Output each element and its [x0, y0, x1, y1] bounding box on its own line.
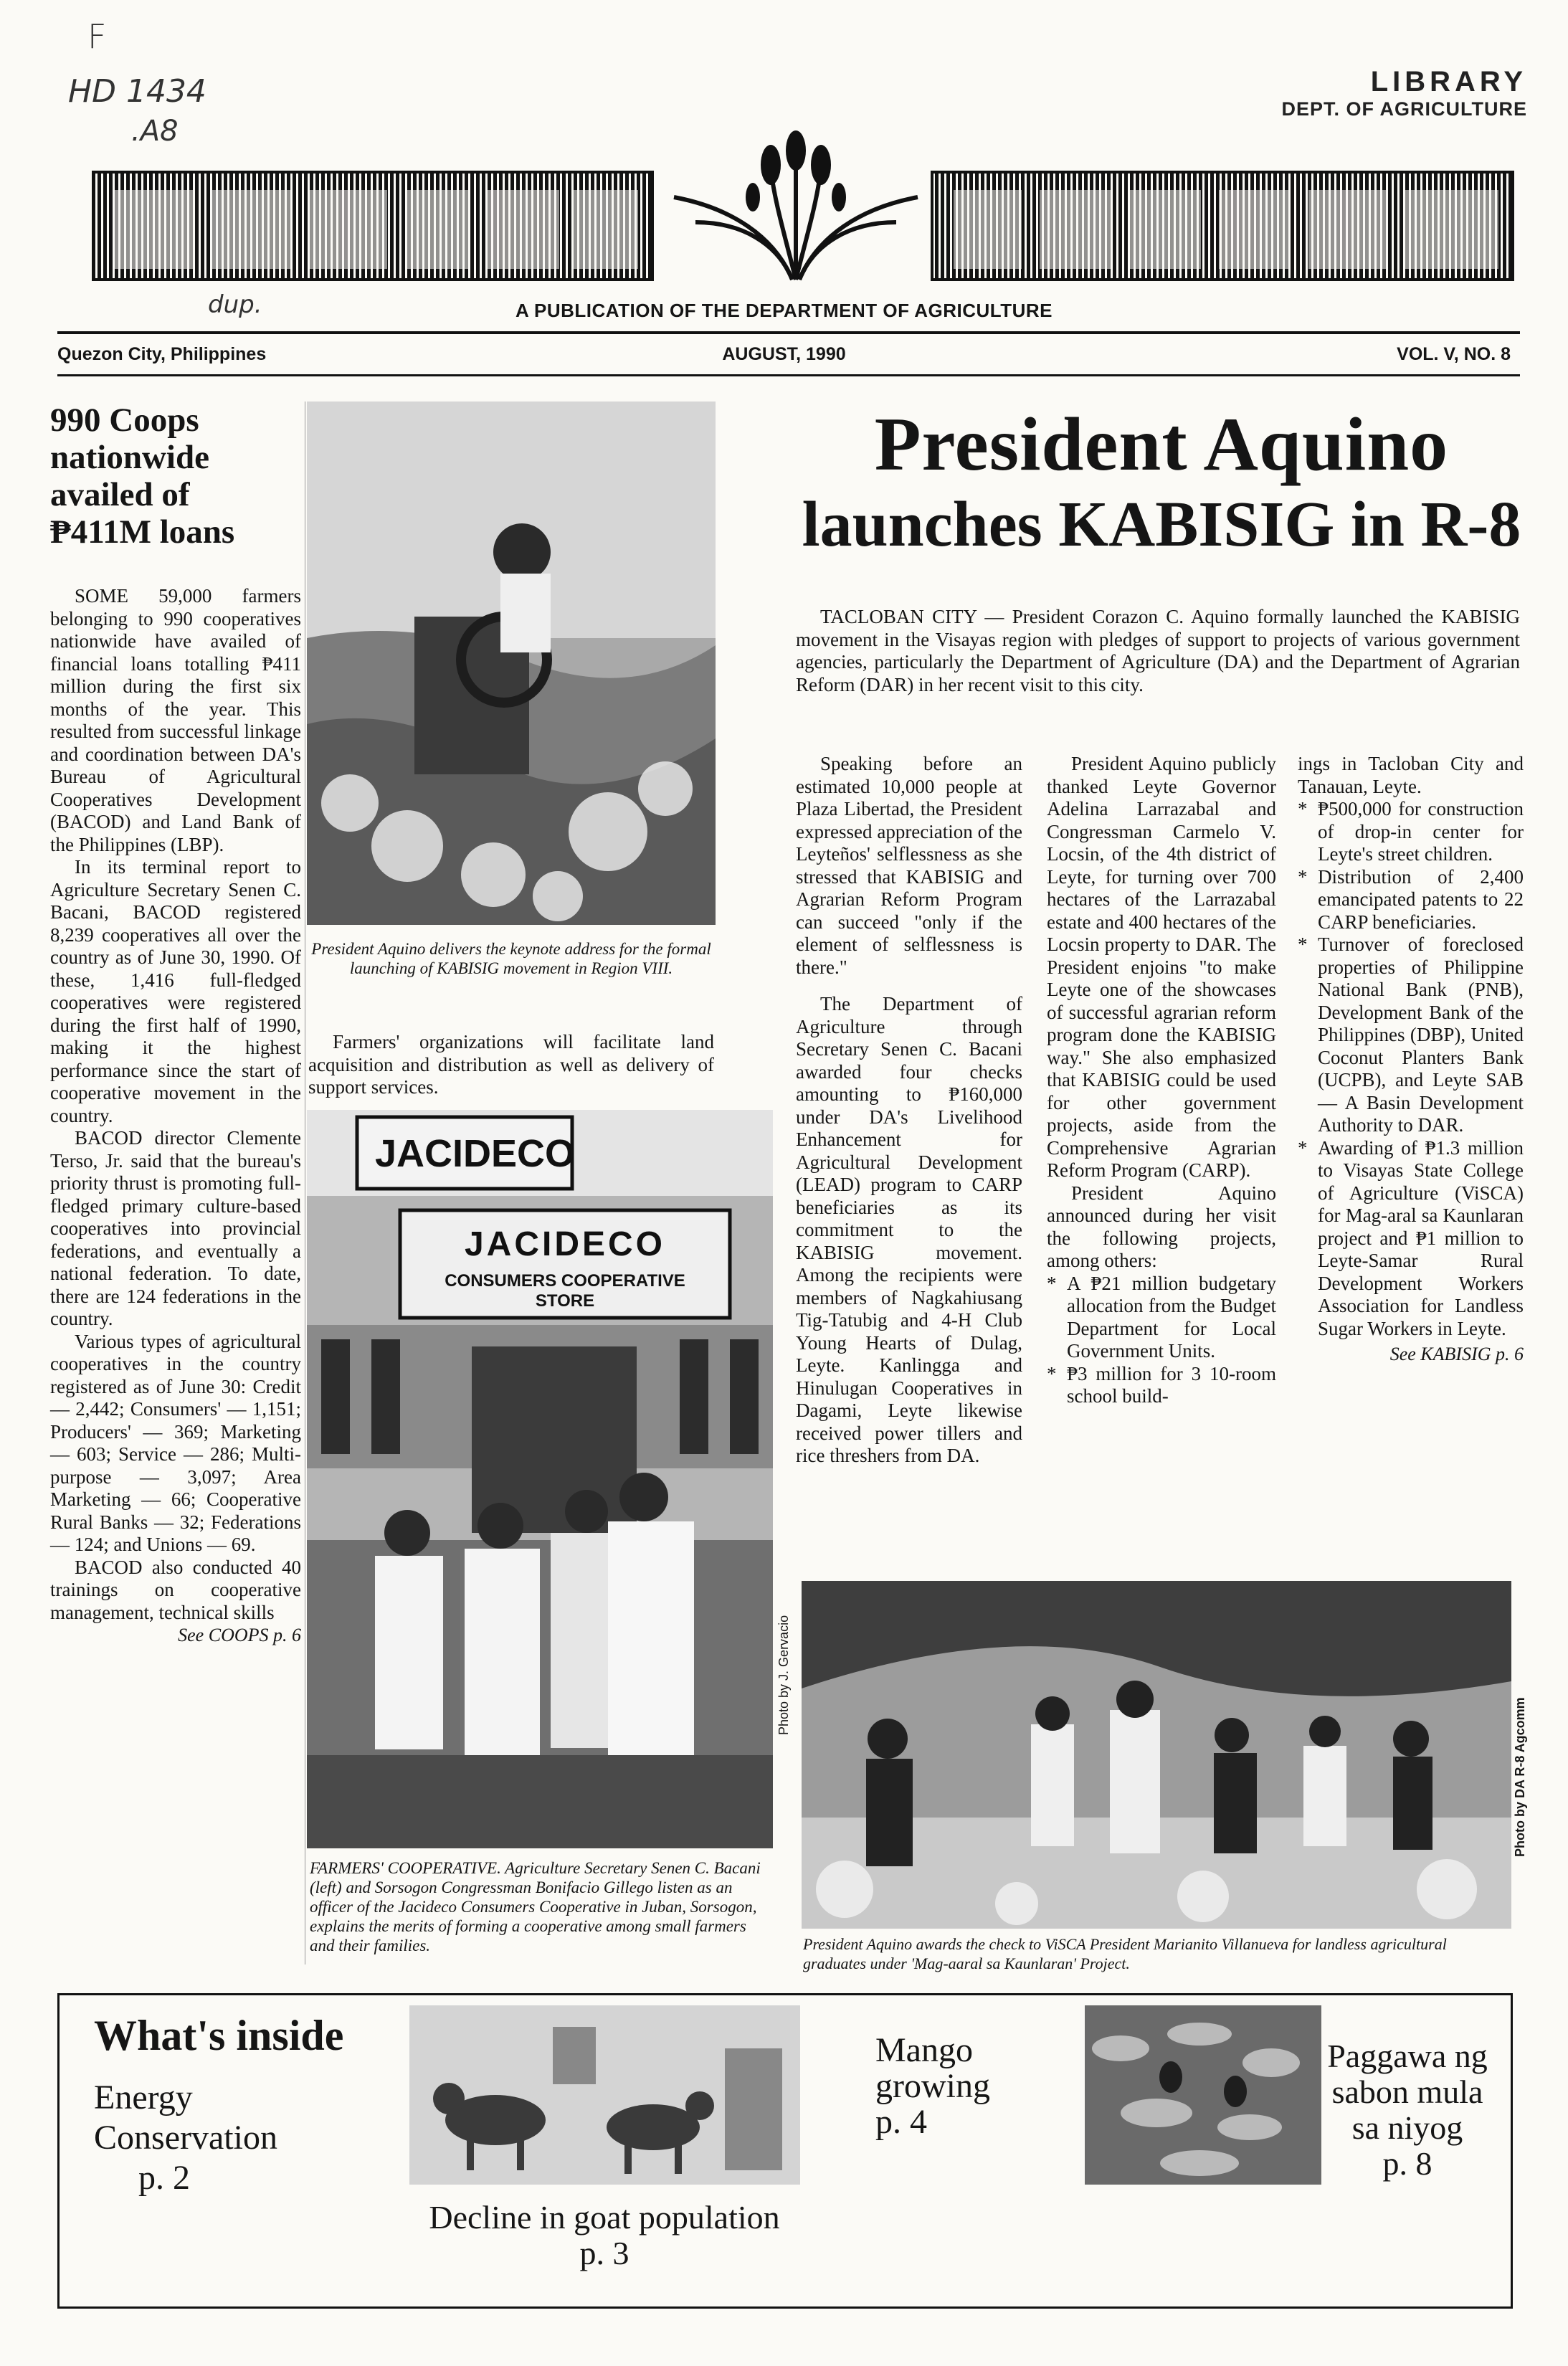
coops-paragraph: In its terminal report to Agriculture Secretary Senen C. Bacani, BACOD registered 8,239 cooperatives all over the country as of June 30, 1990. Of these, 1,416 full-fledged cooperatives were registered during the first half of 1990, making it the highest performance since the start of cooperative movement in the country. — [50, 856, 301, 1126]
inside-item-mango[interactable] — [875, 2033, 990, 2140]
coops-body — [50, 585, 301, 1624]
kabisig-project-item: * ₱3 million for 3 10-room school build- — [1047, 1362, 1276, 1407]
inside-item-line: Mango — [875, 2031, 973, 2069]
coops-paragraph: Various types of agricultural cooperatives in the country registered as of June 30: Credit — 2,442; Consumers' — 1,151; Producers' — 369; Marketing — 603; Service — 286; Multi-purpose — 3,097; Area Marketing — 66; Cooperative Rural Banks — 32; Federations — 124; and Unions — 69. — [50, 1330, 301, 1555]
publication-line: A PUBLICATION OF THE DEPARTMENT OF AGRICULTURE — [515, 300, 1053, 321]
kabisig-paragraph: President Aquino announced during her visit the following projects, among others: — [1047, 1182, 1276, 1271]
masthead-banner — [86, 129, 1520, 294]
kabisig-project-list — [1298, 798, 1524, 1340]
store-caption: FARMERS' COOPERATIVE. Agriculture Secretary Senen C. Bacani (left) and Sorsogon Congressman Bonifacio Gillego listen as an officer of the Jacideco Consumers Cooperative in Juban, Sorsogon, explains the merits of forming a cooperative among small farmers and their families. — [310, 1859, 761, 1954]
call-number: HD 1434 — [68, 73, 206, 110]
inside-item-line: growing — [875, 2067, 990, 2105]
kabisig-paragraph: Speaking before an estimated 10,000 people at Plaza Libertad, the President expressed appreciation of the Leyteños' selflessness as she stressed that KABISIG and Agrarian Reform Program can succeed "only if the element of selflessness is there." — [796, 753, 1022, 978]
dateline-place: Quezon City, Philippines — [57, 344, 267, 364]
inside-item-soap[interactable] — [1318, 2038, 1497, 2182]
kabisig-project-text: ₱500,000 for construction of drop-in center for Leyte's street children. — [1318, 798, 1524, 865]
inside-item-line: sa niyog — [1351, 2109, 1463, 2146]
kabisig-project-text: A ₱21 million budgetary allocation from the Budget Department for Local Government Units. — [1067, 1272, 1276, 1362]
kabisig-column-1 — [796, 753, 1022, 1468]
masthead-rule-bottom — [57, 374, 1520, 376]
inside-item-page: p. 4 — [875, 2103, 927, 2141]
goat-photo-art — [409, 2005, 800, 2185]
cooperative-store-photo — [307, 1110, 773, 1848]
kabisig-project-item: * ₱500,000 for construction of drop-in center for Leyte's street children. — [1298, 798, 1524, 865]
kabisig-paragraph: The Department of Agriculture through Secretary Senen C. Bacani awarded four checks amounting to ₱160,000 under DA's Livelihood Enhancement for Agricultural Development (LEAD) program to CARP beneficiaries as its commitment to the KABISIG movement. Among the recipients were members of Nagkahiusang Tig-Tatubig and 4-H Club Young Hearts of Dulag, Leyte. Kanlingga and Hinulugan Cooperatives in Dagami, Leyte likewise received power tillers and rice threshers from DA. — [796, 993, 1022, 1466]
store-sign-name: JACIDECO — [464, 1225, 666, 1263]
inside-item-page: p. 8 — [1382, 2145, 1432, 2182]
dateline-date: AUGUST, 1990 — [722, 344, 846, 364]
kabisig-continued-link[interactable]: See KABISIG p. 6 — [1389, 1344, 1524, 1364]
masthead-rule-top — [57, 331, 1520, 334]
whats-inside-title: What's inside — [94, 2012, 344, 2059]
kabisig-project-text: Turnover of foreclosed properties of Philippine National Bank (PNB), Development Bank of the Philippines (DBP), United Coconut Planters Bank (UCPB), and Leyte SAB — A Basin Development Authority to DAR. — [1318, 933, 1524, 1136]
keynote-photo — [307, 402, 716, 925]
award-photo-credit: Photo by DA R-8 Agcomm — [1513, 1697, 1527, 1857]
call-number-suffix: .A8 — [131, 115, 179, 148]
kabisig-lead — [796, 606, 1520, 696]
coops-paragraph: SOME 59,000 farmers belonging to 990 cooperatives nationwide have availed of financial loans totalling ₱411 million during the first six months of the year. This resulted from successful linkage and coordination between DA's Bureau of Agricultural Cooperatives Development (BACOD) and Land Bank of the Philippines (LBP). — [50, 585, 301, 855]
coops-continued-link[interactable]: See COOPS p. 6 — [178, 1625, 301, 1645]
coops-headline-line: availed of — [50, 476, 190, 513]
farmers-intro-paragraph: Farmers' organizations will facilitate land acquisition and distribution as well as delivery of support services. — [308, 1031, 714, 1098]
store-sign-subtitle: CONSUMERS COOPERATIVE STORE — [445, 1271, 685, 1311]
coops-paragraph: BACOD director Clemente Terso, Jr. said that the bureau's priority thrust is promoting full-fledged primary culture-based cooperatives into provincial federations, and eventually a national federation. To date, there are 124 federations in the country. — [50, 1127, 301, 1329]
coops-headline-line: ₱411M loans — [50, 513, 235, 551]
inside-item-line: Paggawa ng — [1327, 2038, 1488, 2074]
kabisig-column-3 — [1298, 753, 1524, 1364]
award-photo — [802, 1581, 1511, 1929]
dateline-volume: VOL. V, NO. 8 — [1397, 344, 1511, 364]
kabisig-headline-line1: President Aquino — [874, 402, 1449, 486]
inside-item-line: Energy — [94, 2078, 193, 2116]
store-sign-top: JACIDECO — [375, 1132, 576, 1175]
kabisig-project-text: Awarding of ₱1.3 million to Visayas State College of Agriculture (ViSCA) for Mag-aral sa Kaunlaran project and ₱1 million to Leyte-Samar Rural Development Workers Association for Landless Sugar Workers in Leyte. — [1318, 1136, 1524, 1339]
award-caption: President Aquino awards the check to ViSCA President Marianito Villanueva for landless agricultural graduates under 'Mag-aaral sa Kaunlaran' Project. — [803, 1935, 1447, 1972]
kabisig-project-text: Distribution of 2,400 emancipated patents to 22 CARP beneficiaries. — [1318, 865, 1524, 933]
kabisig-project-item: * Distribution of 2,400 emancipated patents to 22 CARP beneficiaries. — [1298, 865, 1524, 933]
inside-item-goats[interactable] — [404, 2200, 805, 2271]
farmers-intro — [308, 1031, 714, 1099]
kabisig-column-2 — [1047, 753, 1276, 1408]
inside-item-energy[interactable] — [94, 2078, 277, 2198]
kabisig-headline — [796, 402, 1527, 562]
mango-photo — [1085, 2005, 1321, 2185]
goat-photo — [409, 2005, 800, 2185]
kabisig-project-text: ₱3 million for 3 10-room school build- — [1067, 1362, 1276, 1407]
coops-headline-line: nationwide — [50, 439, 209, 476]
keynote-photo-art — [307, 402, 716, 925]
library-stamp — [1248, 66, 1527, 120]
inside-item-line: sabon mula — [1331, 2073, 1483, 2110]
kabisig-project-item: * Turnover of foreclosed properties of Philippine National Bank (PNB), Development Bank of the Philippines (DBP), United Coconut Planters Bank (UCPB), and Leyte SAB — A Basin Development Authority to DAR. — [1298, 933, 1524, 1136]
masthead-logo-art — [86, 129, 1520, 294]
whats-inside-box — [57, 1993, 1513, 2309]
handwritten-note: dup. — [208, 290, 262, 319]
inside-item-line: Conservation — [94, 2119, 277, 2157]
cooperative-store-art — [307, 1110, 773, 1848]
kabisig-project-item: * Awarding of ₱1.3 million to Visayas State College of Agriculture (ViSCA) for Mag-aral sa Kaunlaran project and ₱1 million to Leyte-Samar Rural Development Workers Association for Landless Sugar Workers in Leyte. — [1298, 1136, 1524, 1339]
kabisig-project-item: * A ₱21 million budgetary allocation from the Budget Department for Local Government Units. — [1047, 1272, 1276, 1362]
coops-paragraph: BACOD also conducted 40 trainings on cooperative management, technical skills — [50, 1556, 301, 1623]
stamp-line-2: DEPT. OF AGRICULTURE — [1281, 98, 1527, 120]
inside-item-line: Decline in goat population — [429, 2199, 780, 2236]
inside-item-page: p. 3 — [579, 2235, 629, 2271]
keynote-caption: President Aquino delivers the keynote address for the formal launching of KABISIG movement in Region VIII. — [311, 940, 711, 977]
kabisig-paragraph: ings in Tacloban City and Tanauan, Leyte. — [1298, 753, 1524, 797]
coops-article — [50, 402, 301, 1645]
kabisig-paragraph: President Aquino publicly thanked Leyte Governor Adelina Larrazabal and Congressman Carmelo V. Locsin, of the 4th district of Leyte, for turning over 700 hectares of the Larrazabal estate and 400 hectares of the Locsin property to DAR. The President enjoins "to make Leyte one of the showcases of successful agrarian reform program done the KABISIG way." She also emphasized that KABISIG could be used for other government projects, aside from the Comprehensive Agrarian Reform Program (CARP). — [1047, 753, 1276, 1181]
mango-photo-art — [1085, 2005, 1321, 2185]
stamp-line-1: LIBRARY — [1370, 66, 1527, 98]
kabisig-lead-paragraph: TACLOBAN CITY — President Corazon C. Aquino formally launched the KABISIG movement in the Visayas region with pledges of support to projects of various government agencies, particularly the Department of Agriculture (DA) and the Department of Agrarian Reform (DAR) in her recent visit to this city. — [796, 606, 1520, 695]
kabisig-headline-line2: launches KABISIG in R-8 — [802, 489, 1521, 560]
kabisig-project-list — [1047, 1273, 1276, 1408]
handwritten-mark: F — [87, 17, 107, 56]
coops-headline-line: 990 Coops — [50, 402, 199, 439]
award-photo-art — [802, 1581, 1511, 1929]
store-photo-credit: Photo by J. Gervacio — [776, 1615, 791, 1735]
inside-item-page: p. 2 — [138, 2159, 190, 2197]
coops-headline — [50, 402, 301, 551]
